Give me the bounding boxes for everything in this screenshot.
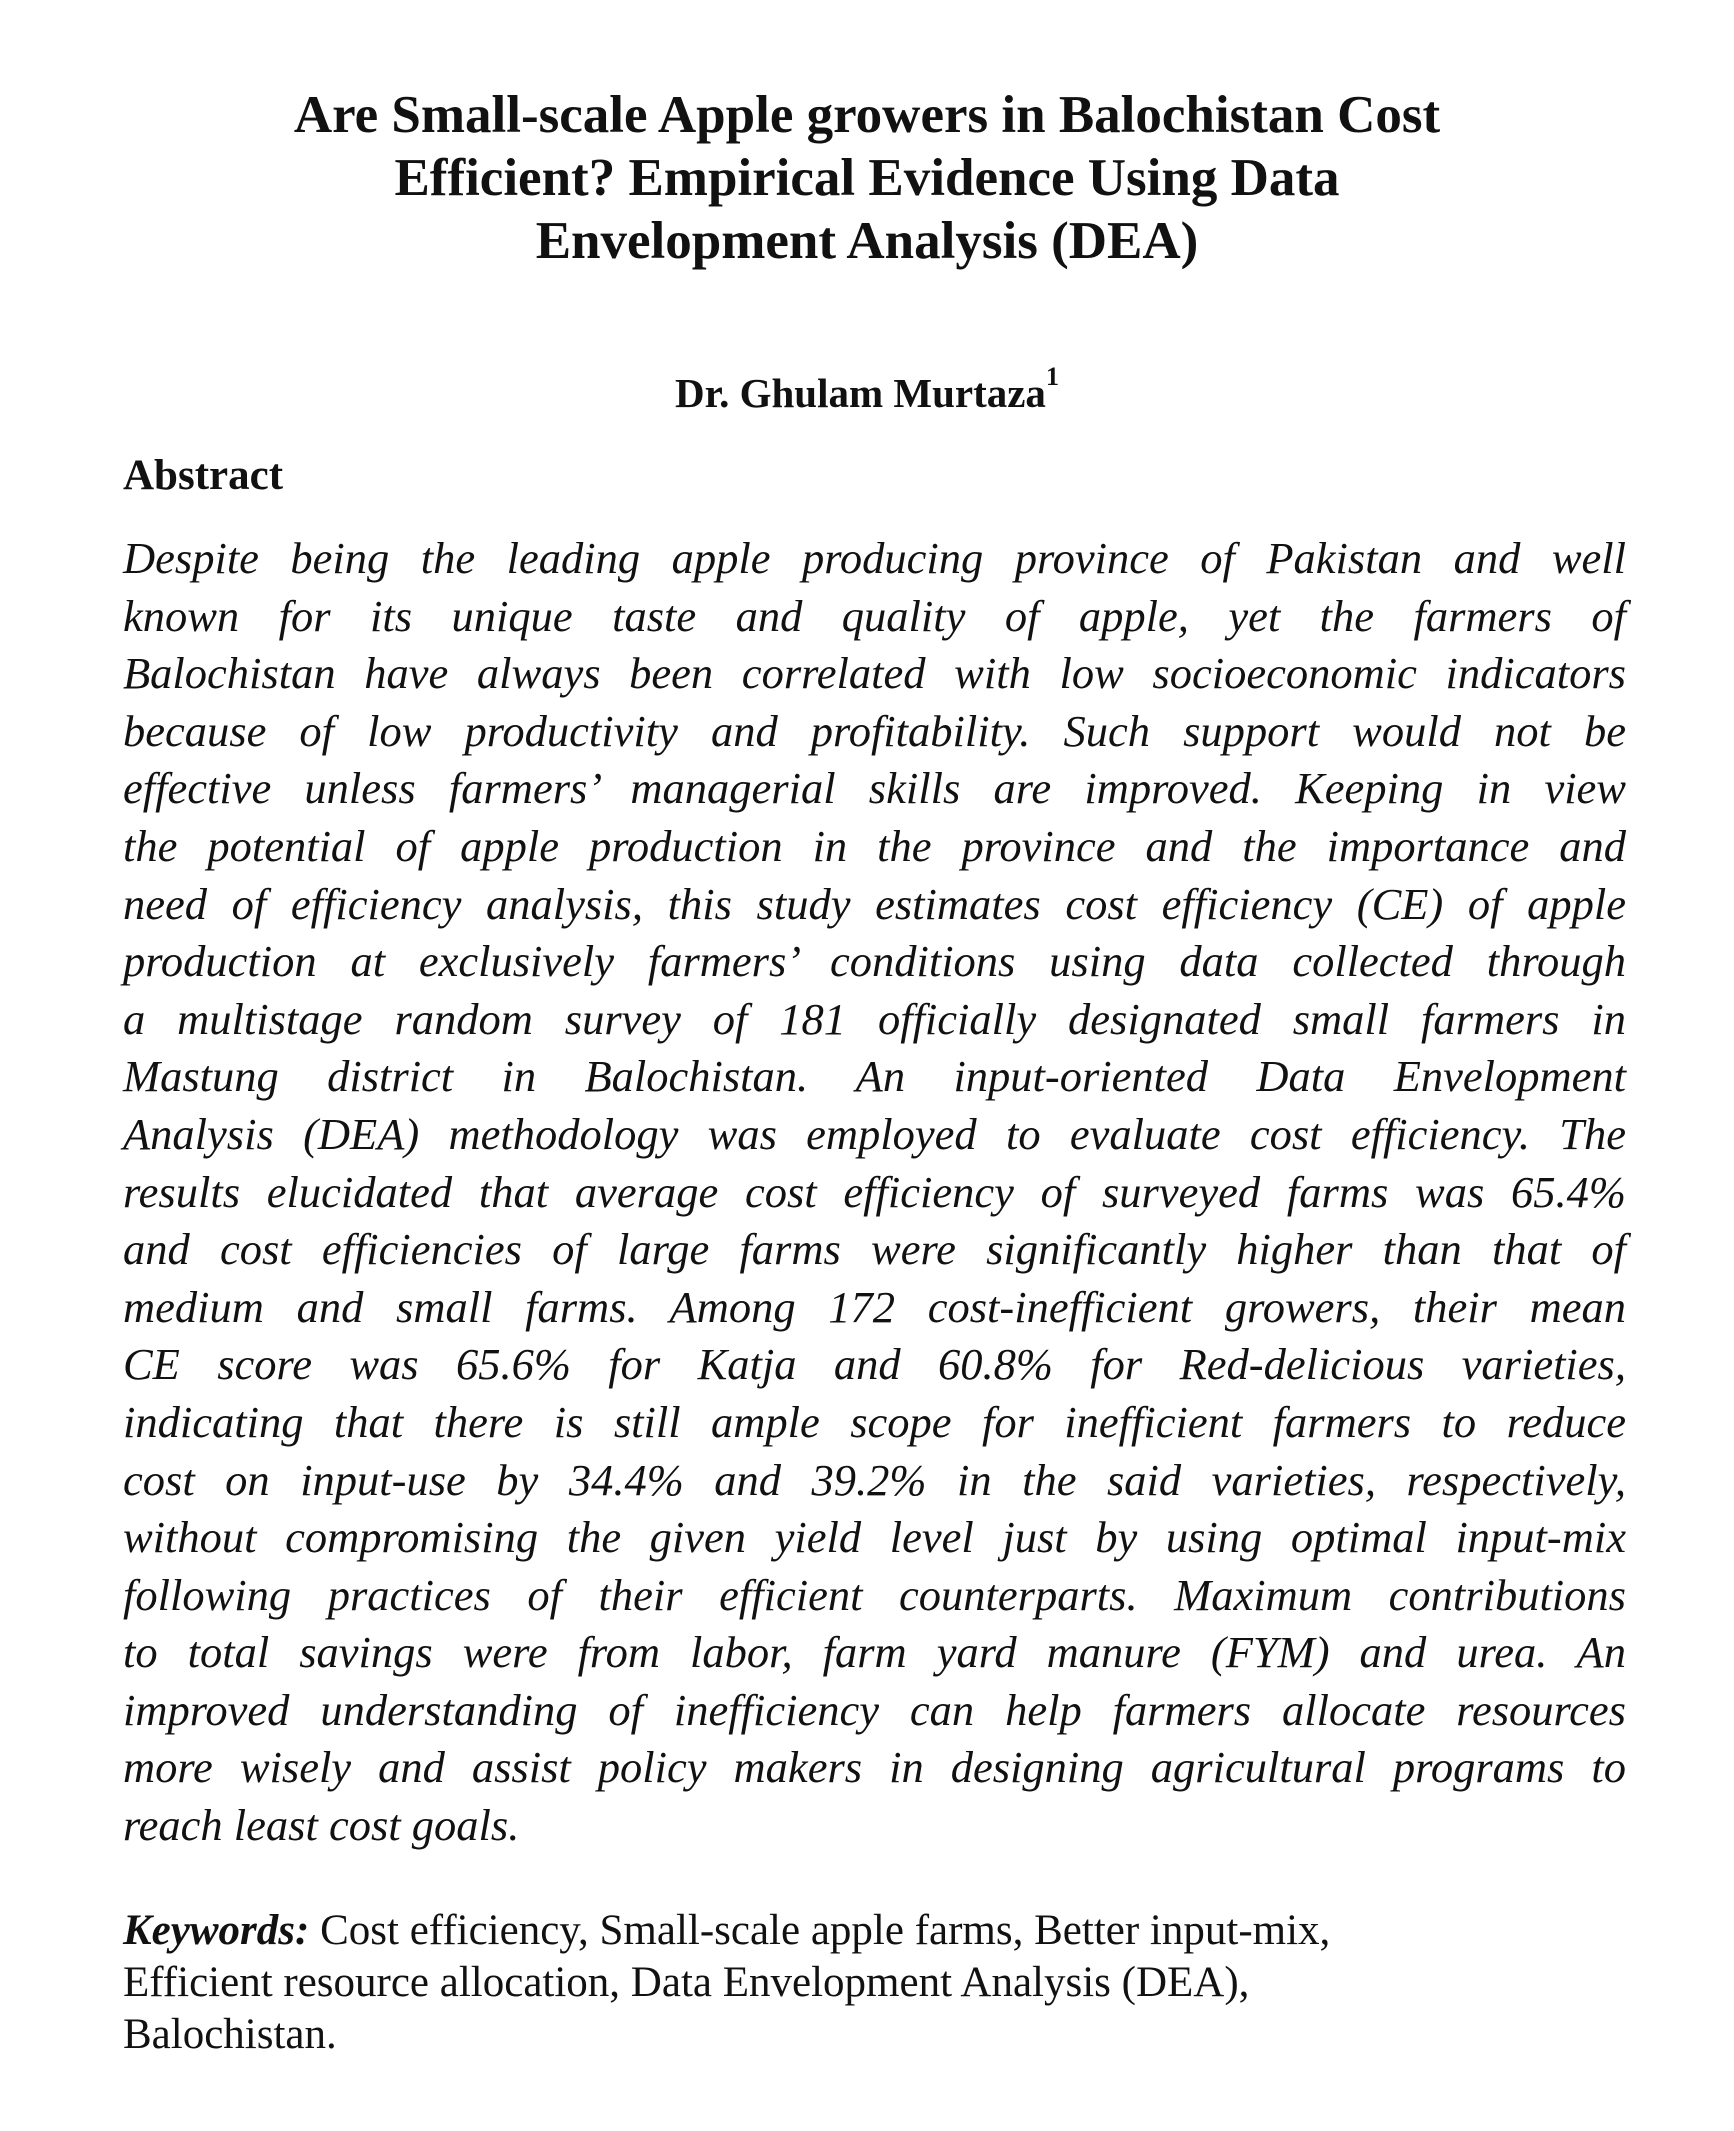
abstract-line: more wisely and assist policy makers in designing agricultural programs to [123,1742,1626,1793]
abstract-line: effective unless farmers’ managerial skills are improved. Keeping in view [123,763,1626,814]
title-line: Envelopment Analysis (DEA) [535,212,1199,270]
abstract-line: without compromising the given yield level just by using optimal input-mix [123,1512,1626,1563]
abstract-line: to total savings were from labor, farm yard manure (FYM) and urea. An [123,1627,1626,1678]
abstract-line: and cost efficiencies of large farms were significantly higher than that of [123,1224,1626,1275]
paper-title [200,84,1534,273]
abstract-line: Analysis (DEA) methodology was employed to evaluate cost efficiency. The [123,1108,1626,1159]
abstract-line: the potential of apple production in the province and the importance and [123,820,1626,871]
abstract-line: following practices of their efficient counterparts. Maximum contributions [123,1569,1626,1620]
abstract-line: need of efficiency analysis, this study estimates cost efficiency (CE) of apple [123,878,1626,929]
abstract-line: indicating that there is still ample scope for inefficient farmers to reduce [123,1396,1626,1447]
abstract-line: because of low productivity and profitability. Such support would not be [123,705,1626,756]
abstract-line: Mastung district in Balochistan. An input-oriented Data Envelopment [123,1051,1626,1102]
keywords-section [123,1905,1626,2061]
abstract-body [123,530,1626,1855]
abstract-line: reach least cost goals. [123,1800,520,1851]
abstract-heading: Abstract [123,452,284,499]
keywords-line: Efficient resource allocation, Data Envelopment Analysis (DEA), [123,1959,1250,2006]
author-name: Dr. Ghulam Murtaza [675,370,1046,416]
abstract-line: results elucidated that average cost efficiency of surveyed farms was 65.4% [123,1166,1626,1217]
title-line: Are Small-scale Apple growers in Balochistan Cost [293,86,1441,144]
abstract-line: CE score was 65.6% for Katja and 60.8% for Red-delicious varieties, [123,1339,1626,1390]
abstract-line: Balochistan have always been correlated with low socioeconomic indicators [123,648,1626,699]
keywords-line [123,1905,1626,1957]
keywords-label: Keywords: [123,1907,310,1954]
keywords-text: Cost efficiency, Small-scale apple farms, Better input-mix, [309,1907,1331,1954]
abstract-line: medium and small farms. Among 172 cost-inefficient growers, their mean [123,1281,1626,1332]
abstract-line: a multistage random survey of 181 officially designated small farmers in [123,993,1626,1044]
abstract-line: improved understanding of inefficiency can help farmers allocate resources [123,1684,1626,1735]
abstract-line: Despite being the leading apple producing province of Pakistan and well [123,533,1626,583]
title-line: Efficient? Empirical Evidence Using Data [394,149,1340,207]
abstract-line: production at exclusively farmers’ conditions using data collected through [123,936,1626,987]
author-line [0,362,1734,418]
abstract-line: cost on input-use by 34.4% and 39.2% in the said varieties, respectively, [123,1454,1626,1505]
affiliation-marker: 1 [1045,362,1059,391]
keywords-line: Balochistan. [123,2011,337,2058]
abstract-line: known for its unique taste and quality of apple, yet the farmers of [123,590,1626,641]
